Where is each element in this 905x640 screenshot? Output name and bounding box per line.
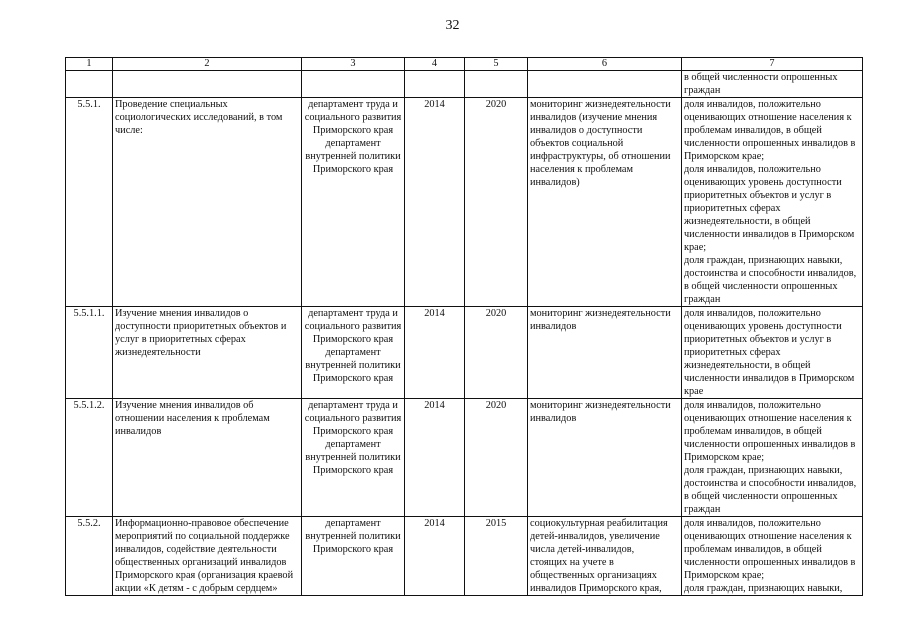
text-line: общественных организаций инвалидов (115, 557, 287, 568)
text-line: приоритетных сферах (684, 203, 781, 214)
text-line: департамент (325, 138, 381, 149)
text-line: доля граждан, признающих навыки, (684, 465, 843, 476)
result-cell (528, 307, 682, 399)
cell (66, 71, 113, 98)
text-line: департамент труда и (308, 99, 398, 110)
end-year: 2020 (465, 399, 528, 517)
executor-cell (302, 98, 405, 307)
column-header: 5 (465, 58, 528, 71)
text-line: инвалидов о доступности (530, 125, 643, 136)
text-line: Приморского края (312, 465, 394, 476)
text-line: граждан (684, 294, 721, 305)
indicators-cell (682, 399, 863, 517)
table-row (66, 517, 863, 596)
text-line: оценивающих отношение населения к (684, 413, 852, 424)
text-line: департамент (325, 347, 381, 358)
text-line: в общей численности опрошенных (684, 491, 838, 502)
cell (465, 71, 528, 98)
measure-name (113, 399, 302, 517)
text-line: доля инвалидов, положительно (684, 308, 821, 319)
text-line: Изучение мнения инвалидов об (115, 400, 254, 411)
start-year: 2014 (405, 98, 465, 307)
text-line: Приморского края (организация краевой (115, 570, 294, 581)
text-line: жизнедеятельности, в общей (684, 216, 811, 227)
text-line: общественных организациях (530, 570, 657, 581)
text-line: внутренней политики (305, 151, 401, 162)
text-line: мероприятий по социальной поддержке (115, 531, 290, 542)
text-line: отношении населения к проблемам (115, 413, 270, 424)
indicators-cell (682, 98, 863, 307)
indicators-cell (682, 307, 863, 399)
text-line: крае; (684, 242, 707, 253)
cell (113, 71, 302, 98)
text-line: числе: (115, 125, 143, 136)
executor-cell (302, 399, 405, 517)
text-line: населения к проблемам (530, 164, 633, 175)
text-line: Приморском крае; (684, 151, 765, 162)
text-line: оценивающих отношение населения к (684, 112, 852, 123)
text-line: граждан (684, 85, 721, 96)
text-line: численности инвалидов в Приморском (684, 229, 855, 240)
text-line: инвалидов (530, 321, 577, 332)
text-line: департамент (325, 518, 381, 529)
text-line: акции «К детям - с добрым сердцем» (115, 583, 278, 594)
result-cell (528, 517, 682, 596)
header-row (66, 58, 863, 71)
text-line: численности опрошенных инвалидов в (684, 557, 856, 568)
text-line: инвалидов (115, 426, 162, 437)
text-line: Приморского края (312, 125, 394, 136)
column-header: 6 (528, 58, 682, 71)
page-number: 32 (445, 18, 460, 33)
text-line: инвалидов) (530, 177, 580, 188)
text-line: доля инвалидов, положительно (684, 400, 821, 411)
item-number: 5.5.2. (66, 517, 113, 596)
text-line: Информационно-правовое обеспечение (115, 518, 289, 529)
text-line: Приморского края (312, 334, 394, 345)
text-line: Приморского края (312, 426, 394, 437)
text-line: социального развития (304, 413, 402, 424)
text-line: социокультурная реабилитация (530, 518, 668, 529)
text-line: численности инвалидов в Приморском (684, 373, 855, 384)
text-line: достоинства и способности инвалидов, (684, 478, 857, 489)
text-line: мониторинг жизнедеятельности (530, 400, 671, 411)
text-line: инвалидов (изучение мнения (530, 112, 658, 123)
text-line: внутренней политики (305, 531, 401, 542)
text-line: департамент (325, 439, 381, 450)
text-line: инвалидов, содействие деятельности (115, 544, 277, 555)
measure-name (113, 98, 302, 307)
text-line: проблемам инвалидов, в общей (684, 426, 822, 437)
text-line: социального развития (304, 112, 402, 123)
text-line: Проведение специальных (115, 99, 228, 110)
table-row (66, 399, 863, 517)
text-line: доля граждан, признающих навыки, (684, 583, 843, 594)
text-line: крае (684, 386, 704, 397)
measure-name (113, 517, 302, 596)
text-line: социального развития (304, 321, 402, 332)
text-line: приоритетных объектов и услуг в (684, 334, 832, 345)
table-row (66, 98, 863, 307)
text-line: доля инвалидов, положительно (684, 99, 821, 110)
end-year: 2015 (465, 517, 528, 596)
text-line: мониторинг жизнедеятельности (530, 99, 671, 110)
start-year: 2014 (405, 399, 465, 517)
end-year: 2020 (465, 98, 528, 307)
text-line: инвалидов Приморского края, (530, 583, 662, 594)
text-line: департамент труда и (308, 400, 398, 411)
text-line: числа детей-инвалидов, (530, 544, 635, 555)
result-cell (528, 98, 682, 307)
text-line: проблемам инвалидов, в общей (684, 544, 822, 555)
text-line: численности опрошенных инвалидов в (684, 138, 856, 149)
text-line: доля инвалидов, положительно (684, 164, 821, 175)
item-number: 5.5.1.1. (66, 307, 113, 399)
text-line: департамент труда и (308, 308, 398, 319)
continued-row (66, 71, 863, 98)
cell (405, 71, 465, 98)
start-year: 2014 (405, 307, 465, 399)
text-line: оценивающих уровень доступности (684, 321, 842, 332)
text-line: доступности приоритетных объектов и (115, 321, 287, 332)
text-line: жизнедеятельности, в общей (684, 360, 811, 371)
measures-table (65, 57, 863, 596)
cell (302, 71, 405, 98)
text-line: Приморского края (312, 373, 394, 384)
column-header: 3 (302, 58, 405, 71)
measure-name (113, 307, 302, 399)
text-line: проблемам инвалидов, в общей (684, 125, 822, 136)
text-line: оценивающих уровень доступности (684, 177, 842, 188)
text-line: доля инвалидов, положительно (684, 518, 821, 529)
executor-cell (302, 307, 405, 399)
text-line: доля граждан, признающих навыки, (684, 255, 843, 266)
text-line: социологических исследований, в том (115, 112, 283, 123)
text-line: в общей численности опрошенных (684, 281, 838, 292)
text-line: Изучение мнения инвалидов о (115, 308, 249, 319)
executor-cell (302, 517, 405, 596)
start-year: 2014 (405, 517, 465, 596)
table-row (66, 307, 863, 399)
text-line: численности опрошенных инвалидов в (684, 439, 856, 450)
text-line: внутренней политики (305, 452, 401, 463)
cell (528, 71, 682, 98)
text-line: приоритетных объектов и услуг в (684, 190, 832, 201)
result-cell (528, 399, 682, 517)
column-header: 1 (66, 58, 113, 71)
text-line: приоритетных сферах (684, 347, 781, 358)
item-number: 5.5.1. (66, 98, 113, 307)
indicators-cell (682, 517, 863, 596)
text-line: Приморского края (312, 164, 394, 175)
text-line: внутренней политики (305, 360, 401, 371)
text-line: Приморского края (312, 544, 394, 555)
text-line: детей-инвалидов, увеличение (530, 531, 660, 542)
text-line: достоинства и способности инвалидов, (684, 268, 857, 279)
item-number: 5.5.1.2. (66, 399, 113, 517)
text-line: граждан (684, 504, 721, 515)
column-header: 2 (113, 58, 302, 71)
text-line: стоящих на учете в (530, 557, 614, 568)
text-line: инвалидов (530, 413, 577, 424)
text-line: объектов социальной (530, 138, 624, 149)
text-line: инфраструктуры, об отношении (530, 151, 671, 162)
column-header: 7 (682, 58, 863, 71)
text-line: в общей численности опрошенных (684, 72, 838, 83)
column-header: 4 (405, 58, 465, 71)
text-line: Приморском крае; (684, 452, 765, 463)
text-line: мониторинг жизнедеятельности (530, 308, 671, 319)
text-line: услуг в приоритетных сферах (115, 334, 246, 345)
text-line: жизнедеятельности (115, 347, 201, 358)
text-line: Приморском крае; (684, 570, 765, 581)
end-year: 2020 (465, 307, 528, 399)
text-line: оценивающих отношение населения к (684, 531, 852, 542)
indicators-cell (682, 71, 863, 98)
